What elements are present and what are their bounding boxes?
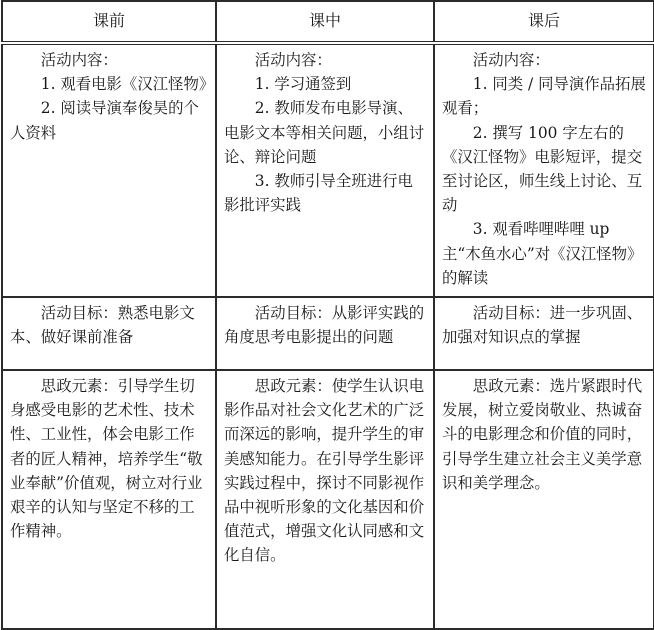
activity-content-after: [434, 43, 654, 297]
activity-title: 活动内容：: [254, 51, 332, 69]
activity-item: 2. 撰写 100 字左右的《汉江怪物》电影短评，提交至讨论区，师生线上讨论、互动: [442, 123, 643, 215]
activity-title: 活动内容：: [40, 51, 118, 69]
activity-goal-text: 活动目标：熟悉电影文本、做好课前准备: [10, 304, 195, 347]
activity-item: 1. 学习通签到: [254, 75, 352, 94]
activity-goal-text: 活动目标：进一步巩固、加强对知识点的掌握: [442, 304, 643, 347]
activity-content-row: [2, 43, 654, 297]
ideology-text: 思政元素：选片紧跟时代发展，树立爱岗敬业、热诚奋斗的电影理念和价值的同时，引导学生建立社会主义美学意识和美学理念。: [442, 377, 643, 492]
activity-item: 2. 教师发布电影导演、电影文本等相关问题，小组讨论、辩论问题: [224, 99, 425, 166]
ideology-text: 思政元素：使学生认识电影作品对社会文化艺术的广泛而深远的影响，提升学生的审美感知能力。在引导学生影评实践过程中，探讨不同影视作品中视听形象的文化基因和价值范式，增强文化认同感和文化自信。: [224, 377, 425, 565]
header-before-class: 课前: [2, 1, 216, 43]
activity-goal-during: [216, 297, 434, 370]
ideology-row: [2, 370, 654, 629]
activity-goal-text: 活动目标：从影评实践的角度思考电影提出的问题: [224, 304, 425, 347]
activity-goal-before: [2, 297, 216, 370]
lesson-plan-table: [1, 0, 654, 630]
activity-item: 1. 同类 / 同导演作品拓展观看；: [442, 75, 646, 118]
activity-item: 2. 阅读导演奉俊昊的个人资料: [10, 99, 199, 142]
header-row: [2, 1, 654, 43]
ideology-text: 思政元素：引导学生切身感受电影的艺术性、技术性、工业性，体会电影工作者的匠人精神，培养学生“敬业奉献”价值观，树立对行业艰辛的认知与坚定不移的工作精神。: [10, 377, 203, 541]
activity-item: 3. 教师引导全班进行电影批评实践: [224, 172, 413, 215]
header-in-class: 课中: [216, 1, 434, 43]
activity-goal-after: [434, 297, 654, 370]
activity-item: 3. 观看哔哩哔哩 up 主“木鱼水心”对《汉江怪物》的解读: [442, 220, 643, 287]
activity-goal-row: [2, 297, 654, 370]
ideology-before: [2, 370, 216, 629]
header-after-class: 课后: [434, 1, 654, 43]
activity-item: 1. 观看电影《汉江怪物》: [40, 75, 215, 94]
ideology-after: [434, 370, 654, 629]
activity-content-during: [216, 43, 434, 297]
activity-content-before: [2, 43, 216, 297]
activity-title: 活动内容：: [472, 51, 550, 69]
ideology-during: [216, 370, 434, 629]
